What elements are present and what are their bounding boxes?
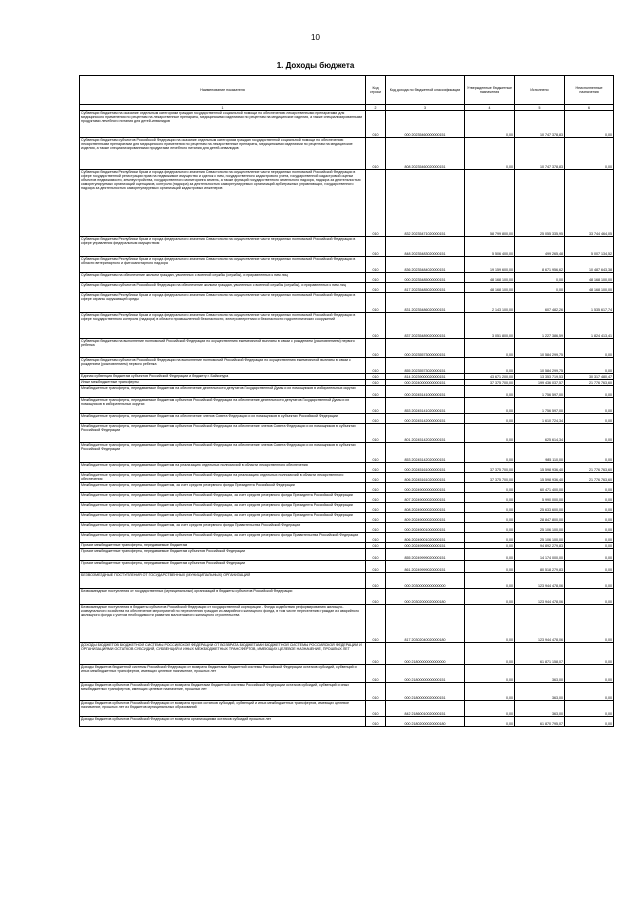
table-row (80, 717, 614, 727)
column-header-approved: Утвержденные бюджетные назначения (465, 76, 515, 105)
table-row (80, 573, 614, 589)
row-name: Межбюджетные трансферты, передаваемые бюджетам субъектов Российской Федерации на обеспечение членов Совета Федерации и их помощников в субъектах Российской Федерации (80, 424, 366, 443)
row-line-code: 010 (366, 561, 386, 573)
row-income-code: 000 20235485000000151 (386, 273, 465, 283)
row-approved: 5 506 400,00 (465, 237, 515, 257)
row-income-code: 848 20235483020000151 (386, 237, 465, 257)
row-unexecuted: 21 776 763,60 (565, 473, 614, 483)
row-unexecuted: 0,00 (565, 111, 614, 138)
table-row (80, 293, 614, 313)
row-executed: 28 847 800,00 (515, 513, 565, 523)
row-unexecuted: 0,00 (565, 701, 614, 717)
row-line-code: 010 (366, 605, 386, 643)
row-executed: 123 944 478,06 (515, 589, 565, 605)
row-income-code: 837 20235489020000151 (386, 313, 465, 339)
row-approved: 0,00 (465, 111, 515, 138)
row-line-code: 010 (366, 386, 386, 398)
row-executed: 625 614,34 (515, 424, 565, 443)
column-index: 3 (386, 105, 465, 111)
row-name: Доходы бюджетов субъектов Российской Федерации от возврата бюджетами бюджетной системы Российской Федерации остатков субсидий, субвенций и иных межбюджетных трансфертов, имеющих целевое назначение, прошлых лет (80, 683, 366, 701)
row-income-code: 000 21800000000000000 (386, 643, 465, 665)
table-row (80, 549, 614, 561)
row-line-code: 010 (366, 533, 386, 543)
row-unexecuted: 1 824 413,41 (565, 313, 614, 339)
row-income-code: 000 20249001000000151 (386, 523, 465, 533)
row-approved: 0,00 (465, 358, 515, 374)
row-executed: 0,00 (515, 283, 565, 293)
row-executed: 10 584 299,75 (515, 339, 565, 358)
row-approved: 0,00 (465, 533, 515, 543)
row-line-code: 010 (366, 483, 386, 493)
table-row (80, 589, 614, 605)
row-approved: 0,00 (465, 443, 515, 463)
table-row (80, 665, 614, 683)
row-unexecuted: 0,00 (565, 605, 614, 643)
row-income-code: 000 20249999000000151 (386, 543, 465, 549)
row-unexecuted: 0,00 (565, 533, 614, 543)
row-executed: 1 756 597,00 (515, 386, 565, 398)
row-executed: 15 598 936,40 (515, 463, 565, 473)
row-line-code: 010 (366, 273, 386, 283)
column-header-executed: Исполнено (515, 76, 565, 105)
row-name: Иные межбюджетные трансферты (80, 380, 366, 386)
row-income-code: 817 20235485020000151 (386, 283, 465, 293)
row-line-code: 010 (366, 339, 386, 358)
row-approved: 19 159 600,00 (465, 257, 515, 273)
row-unexecuted: 0,00 (565, 424, 614, 443)
row-unexecuted: 0,00 (565, 523, 614, 533)
row-approved: 3 051 800,00 (465, 313, 515, 339)
row-approved: 48 168 100,00 (465, 273, 515, 283)
row-unexecuted: 0,00 (565, 683, 614, 701)
row-name: Межбюджетные трансферты, передаваемые бюджетам субъектов Российской Федерации на обеспечение членов Совета Федерации и их помощников в субъектах Российской Федерации (80, 443, 366, 463)
row-approved: 0,00 (465, 386, 515, 398)
row-executed: 1 610 724,34 (515, 414, 565, 424)
row-unexecuted: 0,00 (565, 414, 614, 424)
column-index: 1 (80, 105, 366, 111)
row-line-code: 010 (366, 170, 386, 237)
row-unexecuted: 0,00 (565, 493, 614, 503)
row-name: Межбюджетные трансферты, передаваемые бюджетам, за счет средств резервного фонда Правительства Российской Федерации (80, 523, 366, 533)
row-name: Межбюджетные трансферты, передаваемые бюджетам субъектов Российской Федерации, за счет средств резервного фонда Президента Российской Федерации (80, 513, 366, 523)
row-name: Субвенции бюджетам субъектов Российской Федерации на обеспечение жильем граждан, уволенных с военной службы (службы), и приравненных к ним лиц (80, 283, 366, 293)
row-line-code: 010 (366, 683, 386, 701)
row-income-code: 000 20249000000000151 (386, 483, 465, 493)
table-row (80, 443, 614, 463)
row-name: Безвозмездные поступления от государственных (муниципальных) организаций в бюджеты субъектов Российской Федерации (80, 589, 366, 605)
table-row (80, 493, 614, 503)
column-index: 2 (366, 105, 386, 111)
row-name: Межбюджетные трансферты, передаваемые бюджетам субъектов Российской Федерации на обеспечение деятельности депутатов Государственной Думы и их помощников в избирательных округах (80, 398, 366, 414)
row-name: Субвенции бюджетам Республики Крым и города федерального значения Севастополя на осуществление части переданных полномочий Российской Федерации в сфере государственной регистрации прав на недвижимое имущество и сделок с ним, государственного кадастрового учета, государственной кадастровой оценки объектов недвижимости, землеустройства, государственного мониторинга земель, а также функций государственного земельного надзора, надзора за деятельностью саморегулируемых организаций оценщиков, контроля (надзора) за деятельностью саморегулируемых организаций арбитражных управляющих, государственного надзора за деятельностью саморегулируемых организаций кадастровых инженеров (80, 170, 366, 237)
row-unexecuted: 0,00 (565, 717, 614, 727)
row-line-code: 010 (366, 313, 386, 339)
table-row (80, 473, 614, 483)
column-index: 6 (565, 105, 614, 111)
row-approved: 58 799 800,00 (465, 170, 515, 237)
row-name: Единая субвенция бюджетам субъектов Российской Федерации и бюджету г. Байконура (80, 374, 366, 380)
row-name: Межбюджетные трансферты, передаваемые бюджетам на обеспечение деятельности депутатов Государственной Думы и их помощников в избирательных округах (80, 386, 366, 398)
row-income-code: 000 20235460000000151 (386, 111, 465, 138)
row-line-code: 010 (366, 237, 386, 257)
table-row (80, 643, 614, 665)
column-header-line-code: Код строки (366, 76, 386, 105)
table-row (80, 424, 614, 443)
row-approved: 0,00 (465, 513, 515, 523)
row-line-code: 010 (366, 473, 386, 483)
row-unexecuted: 0,00 (565, 549, 614, 561)
row-unexecuted: 48 168 100,00 (565, 283, 614, 293)
row-income-code: 808 20235460020000151 (386, 138, 465, 170)
row-income-code: 807 20249000020000151 (386, 493, 465, 503)
row-name: Субвенции бюджетам на обеспечение жильем граждан, уволенных с военной службы (службы), и приравненных к ним лиц (80, 273, 366, 283)
table-row (80, 313, 614, 339)
row-line-code: 010 (366, 398, 386, 414)
row-income-code: 000 20240000000000151 (386, 380, 465, 386)
row-unexecuted: 5 007 134,52 (565, 237, 614, 257)
row-line-code: 010 (366, 414, 386, 424)
row-name: Доходы бюджетов бюджетной системы Российской Федерации от возврата бюджетами бюджетной системы Российской Федерации остатков субсидий, субвенций и иных межбюджетных трансфертов, имеющих целевое назначение, прошлых лет (80, 665, 366, 683)
row-income-code: 853 20245141020000151 (386, 398, 465, 414)
table-row (80, 283, 614, 293)
row-line-code: 010 (366, 380, 386, 386)
row-name: Субвенции бюджетам Республики Крым и города федерального значения Севастополя на осуществление части переданных полномочий Российской Федерации в сфере государственного контроля (надзора) в области промышленной безопасности, электроэнергетики и безопасности гидротехнических сооружений (80, 313, 366, 339)
row-executed: 8 671 956,62 (515, 257, 565, 273)
row-line-code: 010 (366, 513, 386, 523)
row-approved: 0,00 (465, 398, 515, 414)
row-unexecuted: 33 744 464,05 (565, 170, 614, 237)
row-approved: 43 671 200,00 (465, 374, 515, 380)
column-index: 5 (515, 105, 565, 111)
row-name: ДОХОДЫ БЮДЖЕТОВ БЮДЖЕТНОЙ СИСТЕМЫ РОССИЙСКОЙ ФЕДЕРАЦИИ ОТ ВОЗВРАТА БЮДЖЕТАМИ БЮДЖЕТНОЙ СИСТЕМЫ РОССИЙСКОЙ ФЕДЕРАЦИИ И ОРГАНИЗАЦИЯМИ ОСТАТКОВ СУБСИДИЙ, СУБВЕНЦИЙ И ИНЫХ МЕЖБЮДЖЕТНЫХ ТРАНСФЕРТОВ, ИМЕЮЩИХ ЦЕЛЕВОЕ НАЗНАЧЕНИЕ, ПРОШЛЫХ ЛЕТ (80, 643, 366, 665)
table-row (80, 533, 614, 543)
row-executed: 123 944 478,06 (515, 605, 565, 643)
row-executed: 13 353 719,53 (515, 374, 565, 380)
row-line-code: 010 (366, 257, 386, 273)
row-executed: 607 482,26 (515, 293, 565, 313)
row-unexecuted: 0,00 (565, 358, 614, 374)
row-unexecuted: 0,00 (565, 513, 614, 523)
row-line-code: 010 (366, 443, 386, 463)
row-line-code: 010 (366, 463, 386, 473)
row-executed: 10 747 378,83 (515, 111, 565, 138)
row-approved: 2 143 100,00 (465, 293, 515, 313)
row-name: Прочие межбюджетные трансферты, передаваемые бюджетам субъектов Российской Федерации (80, 549, 366, 561)
row-income-code: 809 20249000020000151 (386, 513, 465, 523)
row-unexecuted: 0,00 (565, 339, 614, 358)
table-row (80, 503, 614, 513)
row-executed: 15 598 936,40 (515, 473, 565, 483)
table-row (80, 339, 614, 358)
row-executed: 14 174 000,00 (515, 549, 565, 561)
row-unexecuted: 0,00 (565, 398, 614, 414)
row-unexecuted: 0,00 (565, 543, 614, 549)
row-line-code: 010 (366, 503, 386, 513)
row-income-code: 842 21860010020000151 (386, 701, 465, 717)
table-row (80, 257, 614, 273)
section-title: 1. Доходы бюджета (276, 61, 355, 70)
row-line-code: 010 (366, 111, 386, 138)
table-row (80, 273, 614, 283)
row-line-code: 010 (366, 424, 386, 443)
row-name: Прочие межбюджетные трансферты, передаваемые бюджетам субъектов Российской Федерации (80, 561, 366, 573)
row-line-code: 010 (366, 665, 386, 683)
row-unexecuted: 1 535 617,74 (565, 293, 614, 313)
row-income-code: 832 20235471020000151 (386, 170, 465, 237)
row-approved: 0,00 (465, 605, 515, 643)
row-unexecuted: 0,00 (565, 643, 614, 665)
row-income-code: 000 20302000020000180 (386, 589, 465, 605)
row-approved: 0,00 (465, 701, 515, 717)
row-unexecuted: 0,00 (565, 138, 614, 170)
row-line-code: 010 (366, 374, 386, 380)
row-name: Межбюджетные трансферты, передаваемые бюджетам, за счет средств резервного фонда Президента Российской Федерации (80, 483, 366, 493)
row-executed: 25 106 100,00 (515, 533, 565, 543)
column-header-name: Наименование показателя (80, 76, 366, 105)
row-name: Межбюджетные трансферты, передаваемые бюджетам на реализацию отдельных полномочий в области лекарственного обеспечения (80, 463, 366, 473)
row-executed: 25 633 600,00 (515, 503, 565, 513)
row-unexecuted: 0,00 (565, 561, 614, 573)
row-income-code: 861 20249999020000151 (386, 561, 465, 573)
row-name: Субвенции бюджетам субъектов Российской Федерации на оказание отдельным категориям граждан государственной социальной помощи по обеспечению лекарственными препаратами для медицинского применения по рецептам на лекарственные препараты, медицинскими изделиями по рецептам на медицинские изделия, а также специализированными продуктами лечебного питания для детей-инвалидов (80, 138, 366, 170)
row-name: Межбюджетные трансферты, передаваемые бюджетам субъектов Российской Федерации, за счет средств резервного фонда Президента Российской Федерации (80, 503, 366, 513)
row-income-code: 831 20235486020000151 (386, 293, 465, 313)
row-executed: 10 747 378,83 (515, 138, 565, 170)
row-executed: 985 110,00 (515, 443, 565, 463)
table-row (80, 605, 614, 643)
row-approved: 37 375 700,00 (465, 463, 515, 473)
table-row (80, 463, 614, 473)
row-name: Безвозмездные поступления в бюджеты субъектов Российской Федерации от государственной корпорации - Фонда содействия реформированию жилищно-коммунального хозяйства на обеспечение мероприятий по переселению граждан из аварийного жилищного фонда, в том числе переселению граждан из аварийного жилищного фонда с учетом необходимости развития малоэтажного жилищного строительства (80, 605, 366, 643)
row-approved: 0,00 (465, 643, 515, 665)
row-name: Субвенции бюджетам на оказание отдельным категориям граждан государственной социальной помощи по обеспечению лекарственными препаратами для медицинского применения по рецептам на лекарственные препараты, медицинскими изделиями по рецептам на медицинские изделия, а также специализированными продуктами лечебного питания для детей-инвалидов (80, 111, 366, 138)
row-executed: 363,00 (515, 665, 565, 683)
row-income-code: 000 20300000000000000 (386, 573, 465, 589)
row-line-code: 010 (366, 549, 386, 561)
row-unexecuted: 0,00 (565, 483, 614, 493)
row-line-code: 010 (366, 138, 386, 170)
row-executed: 1 756 597,00 (515, 398, 565, 414)
row-executed: 60 471 400,00 (515, 483, 565, 493)
row-name: Субвенции бюджетам субъектов Российской Федерации на выполнение полномочий Российской Федерации по осуществлению ежемесячной выплаты в связи с рождением (усыновлением) первого ребенка (80, 358, 366, 374)
row-line-code: 010 (366, 543, 386, 549)
row-approved: 0,00 (465, 665, 515, 683)
row-executed: 5 990 000,00 (515, 493, 565, 503)
row-approved: 0,00 (465, 493, 515, 503)
row-approved: 0,00 (465, 483, 515, 493)
row-approved: 0,00 (465, 573, 515, 589)
row-name: Субвенции бюджетам Республики Крым и города федерального значения Севастополя на осуществление части переданных полномочий Российской Федерации в сфере охраны окружающей среды (80, 293, 366, 313)
row-approved: 0,00 (465, 424, 515, 443)
row-executed: 363,00 (515, 701, 565, 717)
row-income-code: 801 20245142020000151 (386, 424, 465, 443)
row-income-code: 808 20249000020000151 (386, 503, 465, 513)
table-row (80, 683, 614, 701)
table-row (80, 701, 614, 717)
column-header-income-code: Код дохода по бюджетной классификации (386, 76, 465, 105)
row-income-code: 806 20249001020000151 (386, 533, 465, 543)
row-executed: 123 944 478,06 (515, 573, 565, 589)
row-name: Межбюджетные трансферты, передаваемые бюджетам субъектов Российской Федерации на реализацию отдельных полномочий в области лекарственного обеспечения (80, 473, 366, 483)
row-executed: 0,00 (515, 273, 565, 283)
row-unexecuted: 48 168 100,00 (565, 273, 614, 283)
row-name: Субвенции бюджетам на выполнение полномочий Российской Федерации по осуществлению ежемесячной выплаты в связи с рождением (усыновлением) первого ребенка (80, 339, 366, 358)
table-row (80, 386, 614, 398)
row-approved: 0,00 (465, 339, 515, 358)
row-executed: 61 871 158,07 (515, 643, 565, 665)
table-row (80, 398, 614, 414)
row-unexecuted: 10 487 643,38 (565, 257, 614, 273)
row-name: Межбюджетные трансферты, передаваемые бюджетам на обеспечение членов Совета Федерации и их помощников в субъектах Российской Федерации (80, 414, 366, 424)
table-row (80, 138, 614, 170)
row-approved: 0,00 (465, 589, 515, 605)
column-index: 4 (465, 105, 515, 111)
row-income-code: 000 20235573000000151 (386, 339, 465, 358)
row-income-code: 853 20245142020000151 (386, 443, 465, 463)
row-executed: 94 892 279,83 (515, 543, 565, 549)
row-income-code: 000 20245142000000151 (386, 414, 465, 424)
row-income-code: 000 21800000020000151 (386, 683, 465, 701)
row-line-code: 010 (366, 717, 386, 727)
row-executed: 199 436 037,57 (515, 380, 565, 386)
row-approved: 0,00 (465, 414, 515, 424)
row-unexecuted: 0,00 (565, 503, 614, 513)
row-income-code: 806 20245161020000151 (386, 473, 465, 483)
table-row (80, 414, 614, 424)
row-name: Межбюджетные трансферты, передаваемые бюджетам субъектов Российской Федерации, за счет средств резервного фонда Правительства Российской Федерации (80, 533, 366, 543)
income-table (79, 75, 614, 727)
row-unexecuted: 30 317 480,47 (565, 374, 614, 380)
row-name: Прочие межбюджетные трансферты, передаваемые бюджетам (80, 543, 366, 549)
row-income-code: 814 20239000020000151 (386, 374, 465, 380)
row-executed: 25 055 335,95 (515, 170, 565, 237)
row-approved: 0,00 (465, 561, 515, 573)
row-name: Субвенции бюджетам Республики Крым и города федерального значения Севастополя на осуществление части переданных полномочий Российской Федерации в области ветеринарного и фитосанитарного надзора (80, 257, 366, 273)
table-body (80, 111, 614, 727)
table-row (80, 358, 614, 374)
row-income-code: 836 20235484020000151 (386, 257, 465, 273)
row-line-code: 010 (366, 493, 386, 503)
row-income-code: 817 20302040020000180 (386, 605, 465, 643)
row-line-code: 010 (366, 358, 386, 374)
row-line-code: 010 (366, 701, 386, 717)
row-line-code: 010 (366, 573, 386, 589)
row-executed: 25 106 100,00 (515, 523, 565, 533)
table-row (80, 513, 614, 523)
table-row (80, 523, 614, 533)
row-unexecuted: 0,00 (565, 573, 614, 589)
page-number: 10 (311, 33, 320, 42)
row-executed: 363,00 (515, 683, 565, 701)
row-unexecuted: 0,00 (565, 386, 614, 398)
row-unexecuted: 0,00 (565, 443, 614, 463)
row-income-code: 000 21802000020000180 (386, 717, 465, 727)
row-line-code: 010 (366, 589, 386, 605)
row-approved: 0,00 (465, 503, 515, 513)
row-approved: 0,00 (465, 717, 515, 727)
row-approved: 0,00 (465, 523, 515, 533)
table-row (80, 237, 614, 257)
row-unexecuted: 21 776 763,60 (565, 463, 614, 473)
row-income-code: 000 20245141000000151 (386, 386, 465, 398)
row-income-code: 000 20245161000000151 (386, 463, 465, 473)
row-unexecuted: 0,00 (565, 589, 614, 605)
row-name: Доходы бюджетов субъектов Российской Федерации от возврата организациями остатков субсидий прошлых лет (80, 717, 366, 727)
row-line-code: 010 (366, 293, 386, 313)
row-executed: 61 870 795,07 (515, 717, 565, 727)
row-income-code: 855 20249999020000151 (386, 549, 465, 561)
column-header-unexecuted: Неисполненные назначения (565, 76, 614, 105)
row-income-code: 855 20235573020000151 (386, 358, 465, 374)
row-line-code: 010 (366, 643, 386, 665)
row-executed: 1 227 386,59 (515, 313, 565, 339)
row-unexecuted: 0,00 (565, 665, 614, 683)
table-row (80, 170, 614, 237)
row-approved: 48 168 100,00 (465, 283, 515, 293)
row-line-code: 010 (366, 523, 386, 533)
row-name: БЕЗВОЗМЕЗДНЫЕ ПОСТУПЛЕНИЯ ОТ ГОСУДАРСТВЕННЫХ (МУНИЦИПАЛЬНЫХ) ОРГАНИЗАЦИЙ (80, 573, 366, 589)
row-approved: 37 375 700,00 (465, 380, 515, 386)
row-approved: 0,00 (465, 549, 515, 561)
row-name: Межбюджетные трансферты, передаваемые бюджетам субъектов Российской Федерации, за счет средств резервного фонда Президента Российской Федерации (80, 493, 366, 503)
row-approved: 0,00 (465, 543, 515, 549)
row-name: Доходы бюджетов субъектов Российской Федерации от возврата прочих остатков субсидий, субвенций и иных межбюджетных трансфертов, имеющих целевое назначение, прошлых лет из бюджетов муниципальных образований (80, 701, 366, 717)
row-name: Субвенции бюджетам Республики Крым и города федерального значения Севастополя на осуществление части переданных полномочий Российской Федерации в сфере управления федеральным имуществом (80, 237, 366, 257)
row-executed: 10 584 299,75 (515, 358, 565, 374)
row-line-code: 010 (366, 283, 386, 293)
row-unexecuted: 21 776 763,60 (565, 380, 614, 386)
row-approved: 0,00 (465, 683, 515, 701)
row-income-code: 000 21800000000000151 (386, 665, 465, 683)
row-executed: 499 265,48 (515, 237, 565, 257)
row-executed: 80 518 279,83 (515, 561, 565, 573)
row-approved: 0,00 (465, 138, 515, 170)
row-approved: 37 375 700,00 (465, 473, 515, 483)
table-row (80, 483, 614, 493)
table-row (80, 561, 614, 573)
table-row (80, 111, 614, 138)
